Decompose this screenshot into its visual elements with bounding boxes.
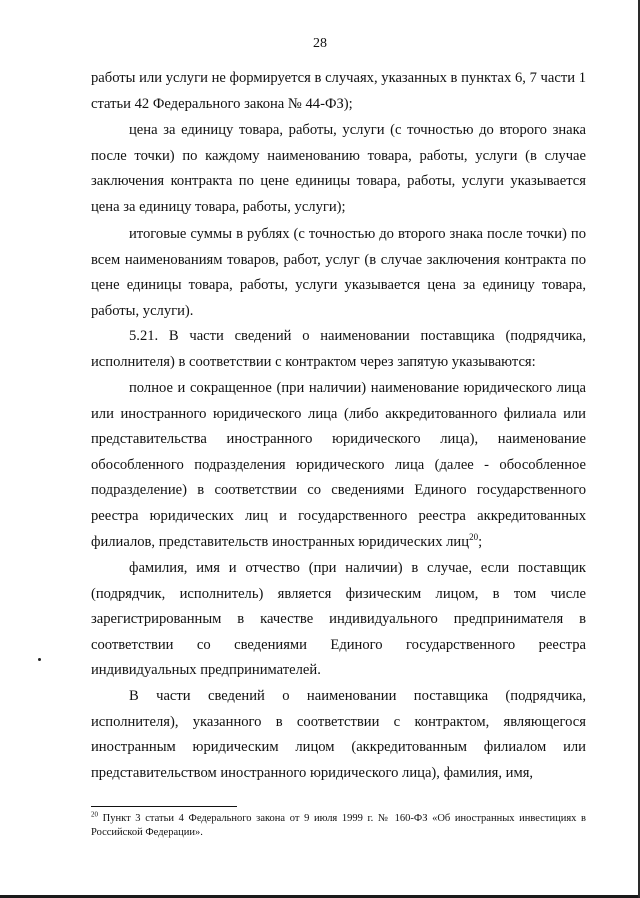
footnote <box>91 812 586 840</box>
footnote-reference: 20 <box>469 531 479 542</box>
paragraph-text: полное и сокращенное (при наличии) наименование юридического лица или иностранного юридического лица (либо аккредитованного филиала или представительства иностранного юридического лица), наименование обособленного подразделения юридического лица (далее - обособленное подразделение) в соответствии со сведениями Единого государственного реестра юридических лиц и государственного реестра аккредитованных филиалов, представительств иностранных юридических лиц <box>91 380 586 550</box>
paragraph-text: В части сведений о наименовании поставщика (подрядчика, исполнителя), указанного в соответствии с контрактом, являющегося иностранным юридическим лицом (аккредитованным филиалом или представительством иностранного юридического лица), фамилия, имя, <box>91 688 586 781</box>
paragraph-text: работы или услуги не формируется в случаях, указанных в пунктах 6, 7 части 1 статьи 42 Федерального закона № 44-ФЗ); <box>91 70 586 112</box>
paragraph-continuation <box>91 66 586 117</box>
paragraph-unit-price <box>91 118 586 220</box>
paragraph-text: цена за единицу товара, работы, услуги (с точностью до второго знака после точки) по каждому наименованию товара, работы, услуги (в случае заключения контракта по цене единицы товара, работы, услуги указывается цена за единицу товара, работы, услуги); <box>91 122 586 215</box>
paragraph-tail: ; <box>478 533 483 550</box>
paragraph-section-5-21 <box>91 324 586 375</box>
paragraph-totals <box>91 222 586 324</box>
page-number: 28 <box>313 36 327 51</box>
paragraph-legal-entity <box>91 376 586 555</box>
paragraph-text: итоговые суммы в рублях (с точностью до второго знака после точки) по всем наименованиям товаров, работ, услуг (в случае заключения контракта по цене единицы товара, работы, услуги указывается цена за единицу товара, работы, услуги). <box>91 226 586 319</box>
paragraph-foreign-supplier <box>91 684 586 786</box>
paragraph-text: фамилия, имя и отчество (при наличии) в случае, если поставщик (подрядчик, исполнитель) является физическим лицом, в том числе зарегистрированным в качестве индивидуального предпринимателя в соответствии со сведениями Единого государственного реестра индивидуальных предпринимателей. <box>91 560 586 679</box>
paragraph-individual <box>91 556 586 684</box>
scan-speck <box>38 658 41 661</box>
footnote-divider <box>91 806 237 807</box>
footnote-number: 20 <box>91 810 98 819</box>
footnote-text: Пункт 3 статьи 4 Федерального закона от 9 июля 1999 г. № 160-ФЗ «Об иностранных инвестициях в Российской Федерации». <box>91 813 587 838</box>
paragraph-text: 5.21. В части сведений о наименовании поставщика (подрядчика, исполнителя) в соответствии с контрактом через запятую указываются: <box>91 328 586 370</box>
